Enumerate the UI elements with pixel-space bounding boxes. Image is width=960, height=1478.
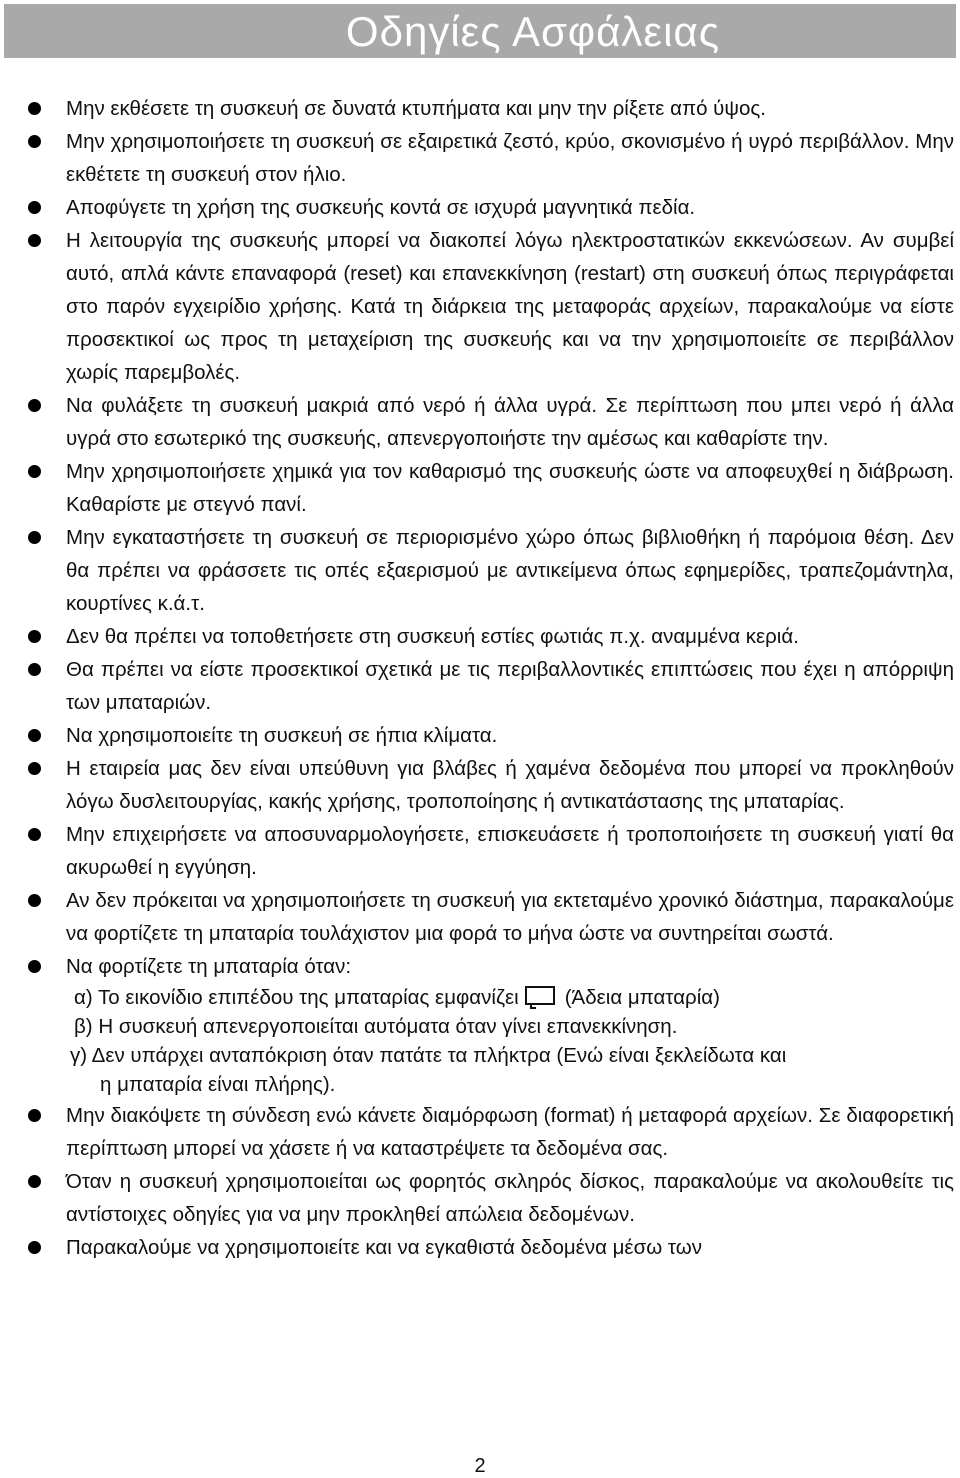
charge-condition-a-text: α) Το εικονίδιο επιπέδου της μπαταρίας εμφανίζει [74,986,519,1009]
charge-condition-c [66,1041,954,1099]
bullet-icon [28,1175,41,1188]
list-item [28,521,954,620]
bullet-icon [28,828,41,841]
charge-condition-c-continued: η μπαταρία είναι πλήρης). [100,1073,336,1096]
list-item-text: Μην διακόψετε τη σύνδεση ενώ κάνετε διαμόρφωση (format) ή μεταφορά αρχείων. Σε διαφορετική περίπτωση μπορεί να χάσετε ή να καταστρέψετε τα δεδομένα σας. [66,1104,954,1160]
charge-condition-a-suffix: (Άδεια μπαταρία) [564,986,720,1009]
bullet-icon [28,762,41,775]
list-item-text: Μην επιχειρήσετε να αποσυναρμολογήσετε, επισκευάσετε ή τροποποιήσετε τη συσκευή γιατί θα ακυρωθεί η εγγύηση. [66,823,954,879]
bullet-icon [28,1241,41,1254]
list-item-text: Όταν η συσκευή χρησιμοποιείται ως φορητός σκληρός δίσκος, παρακαλούμε να ακολουθείτε τις αντίστοιχες οδηγίες για να μην προκληθεί απώλεια δεδομένων. [66,1170,954,1226]
bullet-icon [28,663,41,676]
list-item-text: Μην χρησιμοποιήσετε τη συσκευή σε εξαιρετικά ζεστό, κρύο, σκονισμένο ή υγρό περιβάλλον. Μην εκθέτετε τη συσκευή στον ήλιο. [66,130,954,186]
charge-condition-a [66,983,954,1012]
list-item-text: Η εταιρεία μας δεν είναι υπεύθυνη για βλάβες ή χαμένα δεδομένα που μπορεί να προκληθούν λόγω δυσλειτουργίας, κακής χρήσης, τροποποίησης ή αντικατάστασης της μπαταρίας. [66,757,954,813]
title-bar [4,4,956,58]
bullet-icon [28,234,41,247]
list-item [28,1231,954,1264]
list-item-text: Μην χρησιμοποιήσετε χημικά για τον καθαρισμό της συσκευής ώστε να αποφευχθεί η διάβρωση. Καθαρίστε με στεγνό πανί. [66,460,954,516]
list-item [28,620,954,653]
list-item [28,224,954,389]
charge-intro: Να φορτίζετε τη μπαταρία όταν: [66,955,352,978]
list-item-text: Να φυλάξετε τη συσκευή μακριά από νερό ή άλλα υγρά. Σε περίπτωση που μπει νερό ή άλλα υγρά στο εσωτερικό της συσκευής, απενεργοποιήστε την αμέσως και καθαρίστε την. [66,394,954,450]
bullet-icon [28,201,41,214]
charge-condition-b: β) Η συσκευή απενεργοποιείται αυτόματα όταν γίνει επανεκκίνηση. [74,1015,678,1038]
safety-instructions-list [28,92,954,1264]
bullet-icon [28,894,41,907]
bullet-icon [28,531,41,544]
bullet-icon [28,465,41,478]
list-item-text: Μην εγκαταστήσετε τη συσκευή σε περιορισμένο χώρο όπως βιβλιοθήκη ή παρόμοια θέση. Δεν θα πρέπει να φράσσετε τις οπές εξαερισμού με αντικείμενα όπως εφημερίδες, τραπεζομάντηλα, κουρτίνες κ.ά.τ. [66,526,954,615]
list-item-battery-charge [28,950,954,1099]
bullet-icon [28,399,41,412]
list-item [28,1165,954,1231]
empty-battery-icon [525,986,555,1005]
list-item-text: Μην εκθέσετε τη συσκευή σε δυνατά κτυπήματα και μην την ρίξετε από ύψος. [66,97,766,120]
list-item-text: Να χρησιμοποιείτε τη συσκευή σε ήπια κλίματα. [66,724,498,747]
bullet-icon [28,102,41,115]
list-item-text: Η λειτουργία της συσκευής μπορεί να διακοπεί λόγω ηλεκτροστατικών εκκενώσεων. Αν συμβεί αυτό, απλά κάντε επαναφορά (reset) και επανεκκίνηση (restart) στη συσκευή όπως περιγράφεται στο παρόν εγχειρίδιο χρήσης. Κατά τη διάρκεια της μεταφοράς αρχείων, παρακαλούμε να είστε προσεκτικοί ως προς τη μεταχείριση της συσκευής και να την χρησιμοποιείτε σε περιβάλλον χωρίς παρεμβολές. [66,229,954,384]
list-item [28,884,954,950]
list-item-text: Παρακαλούμε να χρησιμοποιείτε και να εγκαθιστά δεδομένα μέσω των [66,1236,702,1259]
list-item [28,191,954,224]
list-item [28,752,954,818]
list-item-text: Αν δεν πρόκειται να χρησιμοποιήσετε τη συσκευή για εκτεταμένο χρονικό διάστημα, παρακαλούμε να φορτίζετε τη μπαταρία τουλάχιστον μια φορά το μήνα ώστε να συντηρείται σωστά. [66,889,954,945]
list-item [28,125,954,191]
list-item-text: Θα πρέπει να είστε προσεκτικοί σχετικά με τις περιβαλλοντικές επιπτώσεις που έχει η απόρριψη των μπαταριών. [66,658,954,714]
list-item [28,1099,954,1165]
bullet-icon [28,135,41,148]
bullet-icon [28,960,41,973]
list-item [28,719,954,752]
list-item-text: Αποφύγετε τη χρήση της συσκευής κοντά σε ισχυρά μαγνητικά πεδία. [66,196,696,219]
bullet-icon [28,1109,41,1122]
page-title: Οδηγίες Ασφάλειας [345,8,720,55]
list-item [28,818,954,884]
list-item [28,653,954,719]
bullet-icon [28,729,41,742]
list-item [28,389,954,455]
list-item [28,455,954,521]
bullet-icon [28,630,41,643]
page-number: 2 [474,1455,486,1477]
list-item-text: Δεν θα πρέπει να τοποθετήσετε στη συσκευή εστίες φωτιάς π.χ. αναμμένα κεριά. [66,625,799,648]
list-item [28,92,954,125]
charge-condition-c-text: γ) Δεν υπάρχει ανταπόκριση όταν πατάτε τα πλήκτρα (Ενώ είναι ξεκλείδωτα και [70,1044,787,1067]
